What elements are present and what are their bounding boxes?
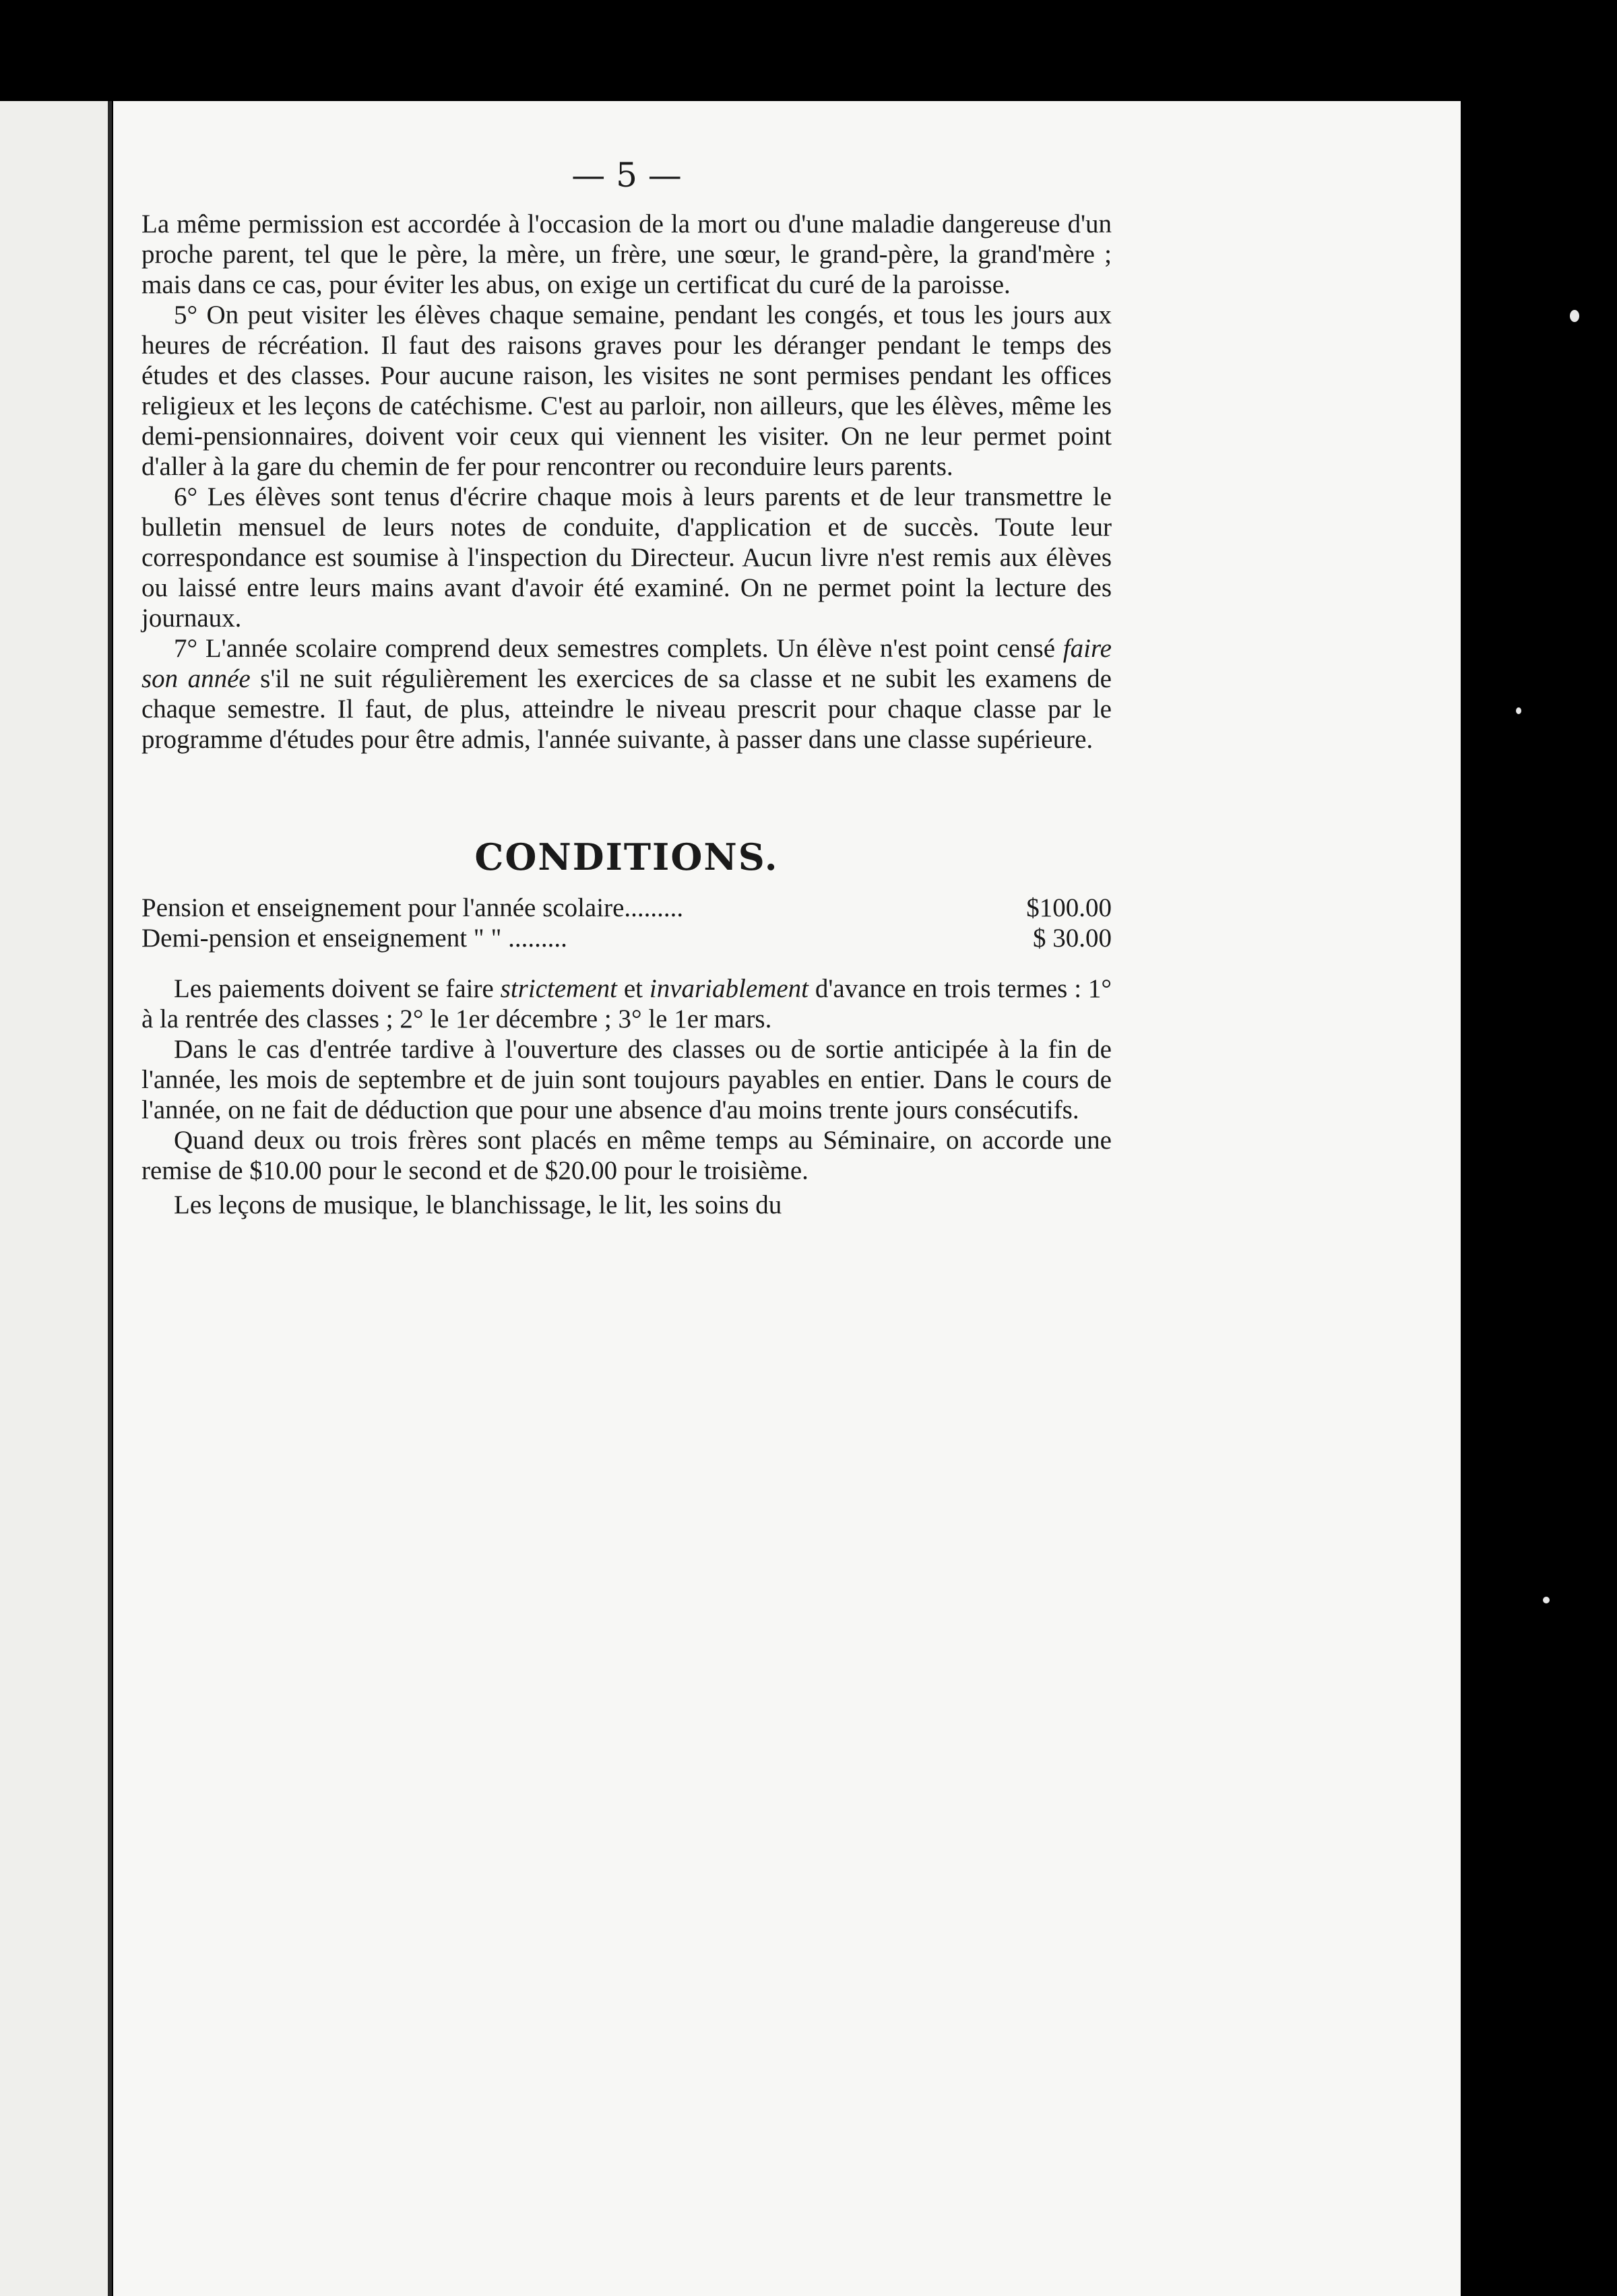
- payment-italic-1: strictement: [500, 974, 617, 1003]
- fee-label: Demi-pension et enseignement " " .........: [141, 924, 567, 953]
- fee-label: Pension et enseignement pour l'année scolaire.........: [141, 893, 684, 922]
- paragraph-school-year: [141, 633, 1112, 755]
- fee-amount: $ 30.00: [1033, 924, 1112, 953]
- conditions-heading: CONDITIONS.: [474, 835, 779, 879]
- spacer: [141, 953, 1112, 974]
- paragraph-late-entry: Dans le cas d'entrée tardive à l'ouverture des classes ou de sortie anticipée à la fin de l'année, les mois de septembre et de juin sont toujours payables en entier. Dans le cours de l'année, on ne fait de déduction que pour une absence d'au moins trente jours consécutifs.: [141, 1035, 1112, 1124]
- paragraph-extras: Les leçons de musique, le blanchissage, le lit, les soins du: [174, 1190, 782, 1219]
- paragraph-letters: 6° Les élèves sont tenus d'écrire chaque mois à leurs parents et de leur transmettre le bulletin mensuel de leurs notes de conduite, d'application et de succès. Toute leur correspondance est soumise à l'inspection du Directeur. Aucun livre n'est remis aux élèves ou laissé entre leurs mains avant d'avoir été examiné. On ne permet point la lecture des journaux.: [141, 482, 1112, 633]
- paragraph-brothers: Quand deux ou trois frères sont placés en même temps au Séminaire, on accorde une remise de $10.00 pour le second et de $20.00 pour le troisième.: [141, 1126, 1112, 1185]
- paragraph-7-before: 7° L'année scolaire comprend deux semestres complets. Un élève n'est point censé: [174, 634, 1063, 663]
- paragraph-visits: 5° On peut visiter les élèves chaque semaine, pendant les congés, et tous les jours aux heures de récréation. Il faut des raisons graves pour les déranger pendant le temps des études et des classes. Pour aucune raison, les visites ne sont permises pendant les offices religieux et les leçons de catéchisme. C'est au parloir, non ailleurs, que les élèves, même les demi-pensionnaires, doivent voir ceux qui viennent les visiter. On ne leur permet point d'aller à la gare du chemin de fer pour rencontrer ou reconduire leurs parents.: [141, 300, 1112, 481]
- fee-line-half-pension: [141, 923, 1112, 953]
- payment-after: d'avance en trois termes : 1° à la rentrée des classes ; 2° le 1er décembre ; 3° le 1er mars.: [141, 974, 1112, 1033]
- page-text: [141, 155, 1112, 1220]
- fee-amount: $100.00: [1026, 893, 1112, 922]
- paragraph-7-after: s'il ne suit régulièrement les exercices de sa classe et ne subit les examens de chaque semestre. Il faut, de plus, atteindre le niveau prescrit pour chaque classe par le programme d'études pour être admis, l'année suivante, à passer dans une classe supérieure.: [141, 664, 1112, 754]
- paragraph-7-italic: faire son année: [141, 634, 1112, 693]
- dust-speck: [1570, 310, 1579, 322]
- paragraph-permission: La même permission est accordée à l'occasion de la mort ou d'une maladie dangereuse d'un proche parent, tel que le père, la mère, un frère, une sœur, le grand-père, la grand'mère ; mais dans ce cas, pour éviter les abus, on exige un certificat du curé de la paroisse.: [141, 210, 1112, 299]
- page-number: — 5 —: [571, 156, 682, 195]
- previous-page-edge: [0, 101, 112, 2296]
- payment-italic-2: invariablement: [649, 974, 808, 1003]
- payment-before: Les paiements doivent se faire: [174, 974, 501, 1003]
- dust-speck: [1543, 1597, 1550, 1603]
- payment-middle: et: [616, 974, 649, 1003]
- fee-line-full-pension: [141, 893, 1112, 923]
- dust-speck: [1516, 707, 1521, 714]
- paragraph-payments: [141, 974, 1112, 1034]
